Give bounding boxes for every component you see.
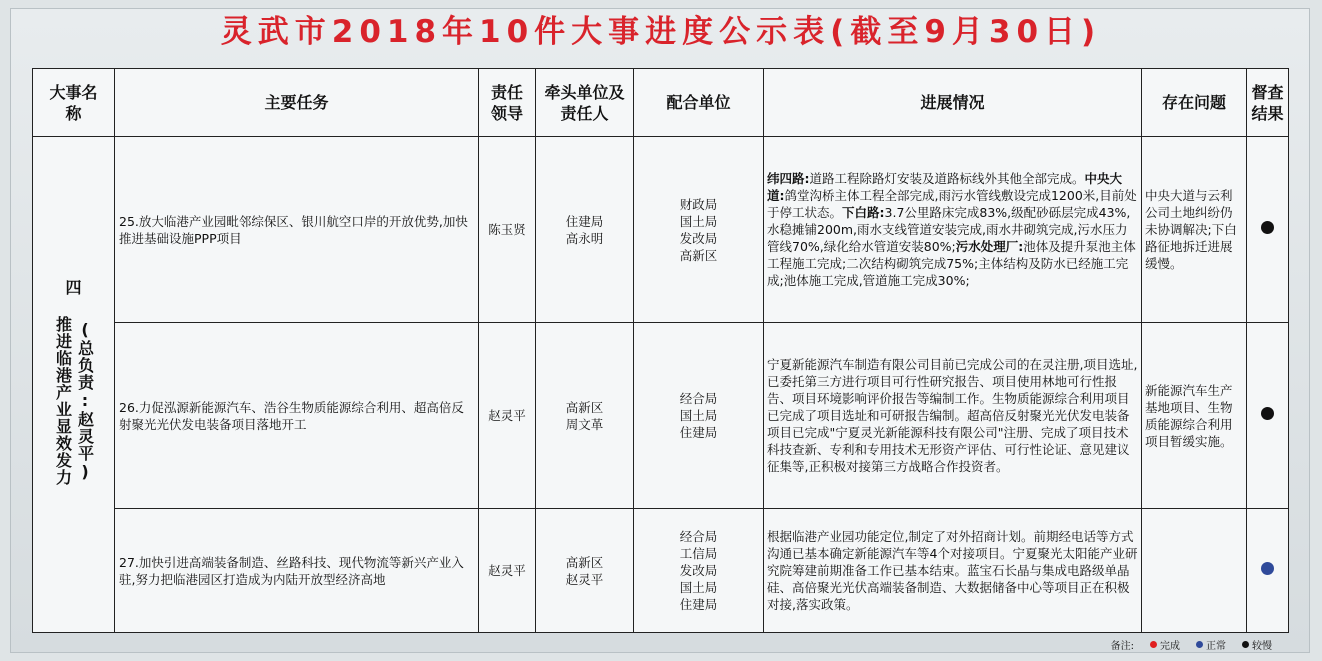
progress-label: 下白路: xyxy=(842,205,885,220)
legend-prefix: 备注: xyxy=(1110,641,1134,652)
progress-label: 中央大道: xyxy=(767,171,1123,203)
lead-person: 周文革 xyxy=(565,416,604,432)
blue-dot-icon xyxy=(1196,641,1203,648)
header-result: 督查结果 xyxy=(1247,69,1289,137)
progress-cell xyxy=(764,137,1142,323)
header-issue: 存在问题 xyxy=(1142,69,1247,137)
table-row xyxy=(33,509,1289,633)
progress-text: 宁夏新能源汽车制造有限公司目前已完成公司的在灵注册,项目选址,已委托第三方进行项目可行性研究报告、项目使用林地可行性报告、项目环境影响评价报告等编制工作。生物质能源综合利用项目已完成了项目选址和可研报告编制。超高倍反射聚光光伏发电装备项目已完成"宁夏灵光新能源科技有限公司"注册、完成了项目技术科技查新、专利和专用技术无形资产评估、可行性论证、意见建议征集等,正积极对接第三方战略合作投资者。 xyxy=(767,357,1138,474)
status-dot-icon xyxy=(1261,562,1274,575)
legend xyxy=(1111,637,1272,652)
lead-person: 高永明 xyxy=(565,230,604,246)
header-task: 主要任务 xyxy=(115,69,479,137)
leader-cell: 赵灵平 xyxy=(479,509,536,633)
category-owner: (总负责:赵灵平) xyxy=(75,320,95,482)
header-progress: 进展情况 xyxy=(764,69,1142,137)
coop-unit: 住建局 xyxy=(679,597,718,612)
coop-unit: 财政局 xyxy=(679,196,718,212)
progress-table xyxy=(32,68,1289,633)
progress-text: 3.7公里路床完成83%,级配砂砾层完成43%,水稳摊铺200m,雨水支线管道安装完成,雨水井砌筑完成,污水压力管线70%,绿化给水管道安装80%; xyxy=(767,205,1131,254)
table-row xyxy=(33,137,1289,323)
progress-text: 鸽堂沟桥主体工程全部完成,雨污水管线敷设完成1200米,目前处于停工状态。 xyxy=(767,188,1137,220)
header-leader: 责任领导 xyxy=(479,69,536,137)
issue-cell: 新能源汽车生产基地项目、生物质能源综合利用项目暂缓实施。 xyxy=(1142,323,1247,509)
status-dot-icon xyxy=(1261,407,1274,420)
coop-cell xyxy=(634,323,764,509)
category-cell xyxy=(33,137,115,633)
category-number: 四 xyxy=(65,278,82,297)
lead-unit-name: 高新区 xyxy=(565,399,604,415)
legend-label: 正常 xyxy=(1206,641,1226,652)
table-row xyxy=(33,323,1289,509)
coop-unit: 高新区 xyxy=(679,247,718,263)
coop-cell xyxy=(634,509,764,633)
lead-unit-name: 住建局 xyxy=(565,213,604,229)
header-event: 大事名称 xyxy=(33,69,115,137)
result-cell xyxy=(1247,509,1289,633)
progress-label: 污水处理厂: xyxy=(955,239,1024,254)
header-row xyxy=(33,69,1289,137)
legend-label: 较慢 xyxy=(1252,641,1272,652)
task-cell: 27.加快引进高端装备制造、丝路科技、现代物流等新兴产业入驻,努力把临港园区打造成为内陆开放型经济高地 xyxy=(115,509,479,633)
coop-unit: 国土局 xyxy=(679,213,718,229)
lead-person: 赵灵平 xyxy=(565,571,604,587)
legend-item-done xyxy=(1150,637,1180,652)
leader-cell: 陈玉贤 xyxy=(479,137,536,323)
black-dot-icon xyxy=(1242,641,1249,648)
coop-unit: 经合局 xyxy=(679,391,718,406)
coop-unit: 住建局 xyxy=(679,425,718,440)
result-cell xyxy=(1247,137,1289,323)
lead-unit-cell xyxy=(536,323,634,509)
progress-cell xyxy=(764,323,1142,509)
legend-item-slow xyxy=(1242,637,1272,652)
coop-unit: 工信局 xyxy=(679,546,718,561)
lead-unit-cell xyxy=(536,137,634,323)
progress-label: 纬四路: xyxy=(767,171,810,186)
category-name: 推进临港产业显效发力 xyxy=(53,316,73,486)
coop-unit: 发改局 xyxy=(679,230,718,246)
task-cell: 25.放大临港产业园毗邻综保区、银川航空口岸的开放优势,加快推进基础设施PPP项目 xyxy=(115,137,479,323)
progress-text: 池体及提升泵池主体工程施工完成;二次结构砌筑完成75%;主体结构及防水已经施工完成;池体施工完成,管道施工完成30%; xyxy=(767,239,1136,288)
progress-text: 道路工程除路灯安装及道路标线外其他全部完成。 xyxy=(809,171,1085,186)
lead-unit-cell xyxy=(536,509,634,633)
issue-cell xyxy=(1142,509,1247,633)
progress-text: 根据临港产业园功能定位,制定了对外招商计划。前期经电话等方式沟通已基本确定新能源汽车等4个对接项目。宁夏聚光太阳能产业研究院筹建前期准备工作已基本结束。蓝宝石长晶与集成电路级单晶硅、高倍聚光光伏高端装备制造、大数据储备中心等项目正在积极对接,落实政策。 xyxy=(767,529,1138,612)
legend-item-normal xyxy=(1196,637,1226,652)
coop-unit: 国土局 xyxy=(679,580,718,595)
result-cell xyxy=(1247,323,1289,509)
legend-label: 完成 xyxy=(1160,641,1180,652)
header-coop: 配合单位 xyxy=(634,69,764,137)
red-dot-icon xyxy=(1150,641,1157,648)
coop-unit: 国土局 xyxy=(679,408,718,423)
coop-unit: 发改局 xyxy=(679,563,718,578)
coop-unit: 经合局 xyxy=(679,529,718,544)
issue-cell: 中央大道与云利公司土地纠纷仍未协调解决;下白路征地拆迁进展缓慢。 xyxy=(1142,137,1247,323)
progress-cell xyxy=(764,509,1142,633)
page-title: 灵武市2018年10件大事进度公示表(截至9月30日) xyxy=(220,14,1102,50)
lead-unit-name: 高新区 xyxy=(565,554,604,570)
task-cell: 26.力促泓源新能源汽车、浩谷生物质能源综合利用、超高倍反射聚光光伏发电装备项目落地开工 xyxy=(115,323,479,509)
header-lead-unit: 牵头单位及责任人 xyxy=(536,69,634,137)
coop-cell xyxy=(634,137,764,323)
status-dot-icon xyxy=(1261,221,1274,234)
leader-cell: 赵灵平 xyxy=(479,323,536,509)
